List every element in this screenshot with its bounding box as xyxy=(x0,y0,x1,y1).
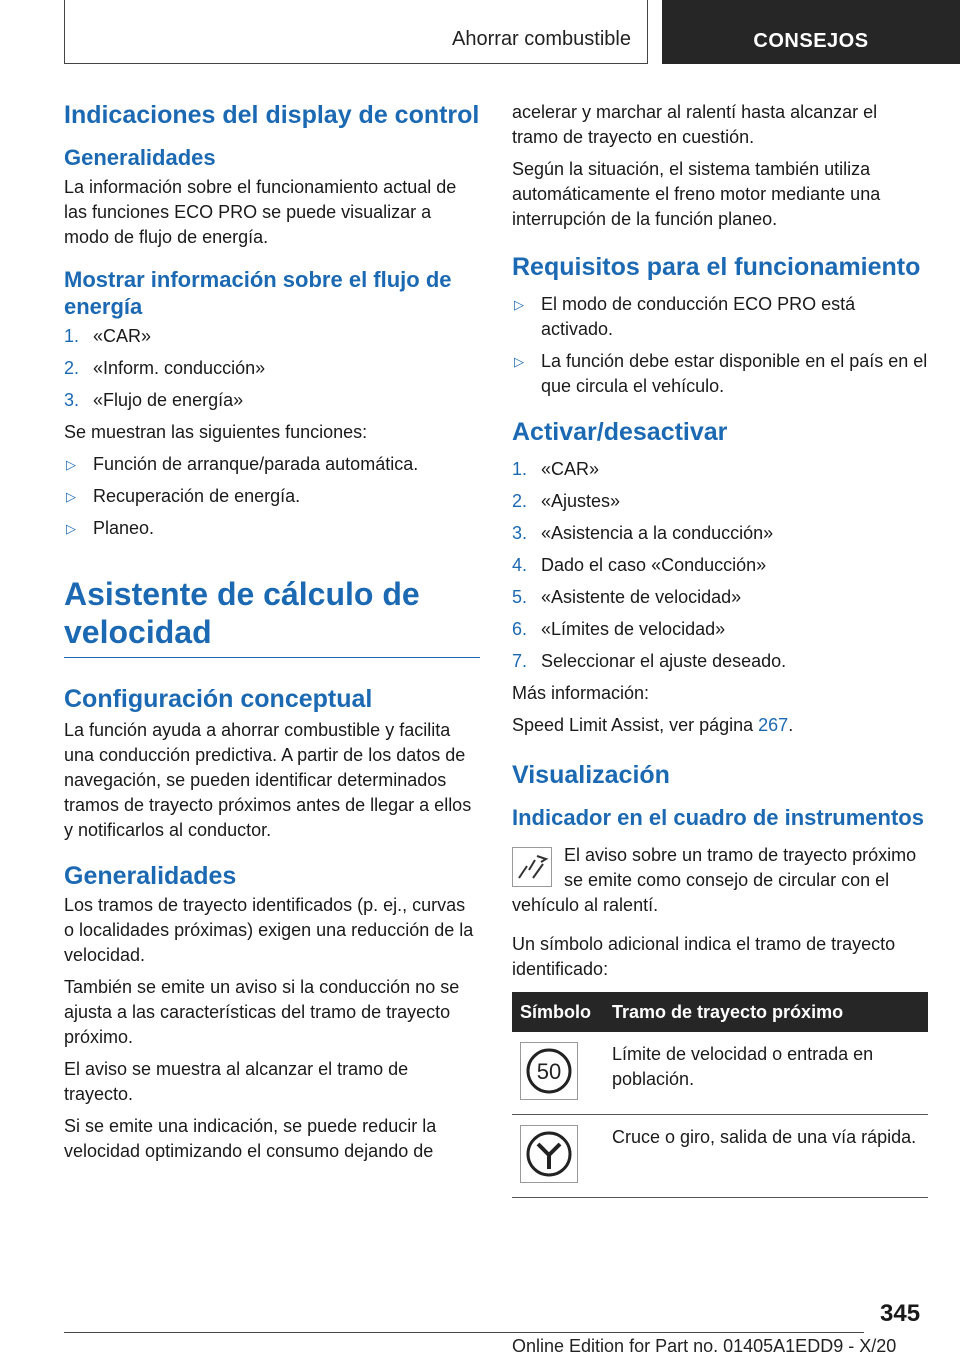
table-cell-description: Cruce o giro, salida de una vía rápida. xyxy=(604,1115,928,1198)
para-generalidades-2b: También se emite un aviso si la conducción no se ajusta a las características del tramo de trayecto próximo. xyxy=(64,977,460,1047)
bullet-triangle-icon: ▷ xyxy=(514,297,524,312)
flujo-steps xyxy=(64,324,480,413)
bullet-triangle-icon: ▷ xyxy=(66,521,76,536)
header-frame xyxy=(64,0,648,64)
para-indicador: El aviso sobre un tramo de trayecto próximo se emite como consejo de circular con el vehículo al ralentí. xyxy=(512,845,917,915)
para-generalidades-2d: Si se emite una indicación, se puede reducir la velocidad optimizando el consumo dejando de xyxy=(64,1116,437,1161)
list-item: ▷ Recuperación de energía. xyxy=(64,484,480,509)
para-generalidades-1: La información sobre el funcionamiento actual de las funciones ECO PRO se puede visualizar a modo de flujo de energía. xyxy=(64,177,457,247)
footer-rule xyxy=(64,1332,864,1333)
heading-activar: Activar/desactivar xyxy=(512,418,728,446)
requisitos-list xyxy=(512,292,928,399)
list-item: 6. «Límites de velocidad» xyxy=(512,619,726,639)
bullet-triangle-icon: ▷ xyxy=(66,457,76,472)
list-item: 3. «Flujo de energía» xyxy=(64,390,244,410)
bullet-triangle-icon: ▷ xyxy=(514,354,524,369)
heading-display: Indicaciones del display de control xyxy=(64,101,480,129)
para-configuracion: La función ayuda a ahorrar combustible y facilita una conducción predictiva. A partir de los datos de navegación, se pueden identificar determinados tramos de trayecto próximos antes de llegar a ellos y notificarlos al conductor. xyxy=(64,720,472,840)
list-item: 2. «Inform. conducción» xyxy=(64,358,266,378)
list-item: ▷ Función de arranque/parada automática. xyxy=(64,452,480,477)
para-simbolo: Un símbolo adicional indica el tramo de trayecto identificado: xyxy=(512,934,896,979)
list-item: 3. «Asistencia a la conducción» xyxy=(512,523,774,543)
symbol-table xyxy=(512,992,928,1198)
footer-edition: Online Edition for Part no. 01405A1EDD9 - X/20 xyxy=(512,1336,897,1356)
header-chapter-tab: CONSEJOS xyxy=(662,0,960,64)
table-header-symbol: Símbolo xyxy=(512,992,604,1032)
svg-text:50: 50 xyxy=(536,1059,562,1084)
heading-generalidades-2: Generalidades xyxy=(64,862,237,890)
functions-list xyxy=(64,452,480,541)
header-section-title: Ahorrar combustible xyxy=(452,28,631,50)
heading-generalidades-1: Generalidades xyxy=(64,145,216,170)
para-mas-informacion: Más información: xyxy=(512,683,650,703)
page-number: 345 xyxy=(880,1300,921,1327)
para-speed-limit: Speed Limit Assist, ver página 267. xyxy=(512,715,794,735)
junction-icon xyxy=(520,1125,578,1183)
para-continuation-1: acelerar y marchar al ralentí hasta alcanzar el tramo de trayecto en cuestión. xyxy=(512,102,878,147)
table-row xyxy=(512,1032,928,1115)
activar-steps xyxy=(512,457,928,674)
heading-configuracion: Configuración conceptual xyxy=(64,685,373,713)
para-functions: Se muestran las siguientes funciones: xyxy=(64,422,368,442)
coasting-hint-icon xyxy=(512,847,552,887)
heading-flujo: Mostrar información sobre el flujo de energía xyxy=(64,267,452,319)
list-item: 1. «CAR» xyxy=(512,459,600,479)
heading-indicador: Indicador en el cuadro de instrumentos xyxy=(512,805,924,830)
bullet-triangle-icon: ▷ xyxy=(66,489,76,504)
list-item: 2. «Ajustes» xyxy=(512,491,621,511)
heading-requisitos: Requisitos para el funcionamiento xyxy=(512,253,921,281)
heading-asistente: Asistente de cálculo de velocidad xyxy=(64,575,480,658)
para-continuation-2: Según la situación, el sistema también utiliza automáticamente el freno motor mediante una interrupción de la función planeo. xyxy=(512,159,881,229)
left-column xyxy=(64,100,480,1171)
table-row xyxy=(512,1115,928,1198)
table-cell-description: Límite de velocidad o entrada en población. xyxy=(604,1032,928,1115)
list-item: 7. Seleccionar el ajuste deseado. xyxy=(512,651,787,671)
list-item: ▷ El modo de conducción ECO PRO está activado. xyxy=(514,294,856,339)
para-generalidades-2a: Los tramos de trayecto identificados (p. ej., curvas o localidades próximas) exigen una reducción de la velocidad. xyxy=(64,895,474,965)
list-item: 4. Dado el caso «Conducción» xyxy=(512,555,767,575)
table-header-description: Tramo de trayecto próximo xyxy=(604,992,928,1032)
list-item: 1. «CAR» xyxy=(64,326,152,346)
speed-limit-50-icon xyxy=(520,1042,578,1100)
right-column xyxy=(512,100,928,1198)
para-generalidades-2c: El aviso se muestra al alcanzar el tramo de trayecto. xyxy=(64,1059,409,1104)
list-item: ▷ La función debe estar disponible en el país en el que circula el vehículo. xyxy=(514,351,928,396)
page-link-267[interactable]: 267 xyxy=(758,715,789,735)
list-item: 5. «Asistente de velocidad» xyxy=(512,587,742,607)
list-item: ▷ Planeo. xyxy=(64,516,480,541)
heading-visualizacion: Visualización xyxy=(512,761,670,789)
